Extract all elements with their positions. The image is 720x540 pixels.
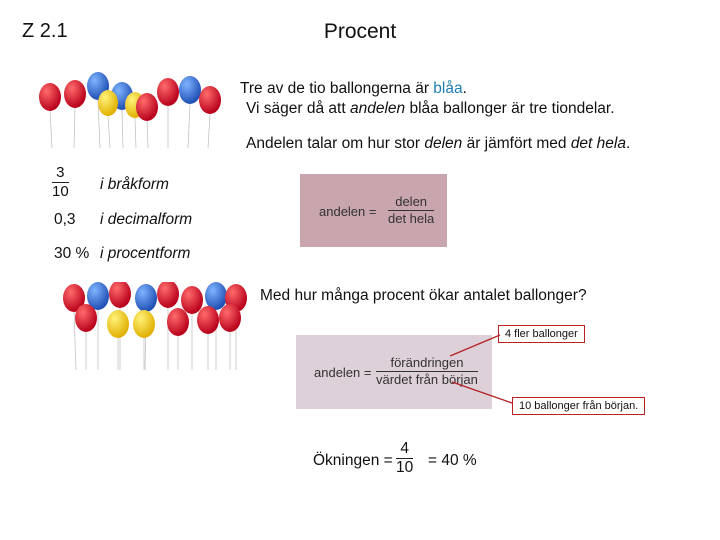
decimal-value: 0,3: [54, 211, 76, 228]
formula2-fraction: förändringen värdet från början: [376, 355, 478, 387]
slide-code: Z 2.1: [22, 20, 68, 42]
intro-line-2: Vi säger då att andelen blåa ballonger är tre tiondelar.: [246, 100, 615, 117]
slide-title: Procent: [323, 20, 397, 43]
blue-word: blåa: [433, 80, 463, 97]
callout-4-fler: 4 fler ballonger: [498, 325, 585, 343]
decimal-form-label: i decimalform: [100, 211, 193, 228]
intro-line-1: Tre av de tio ballongerna är blåa.: [240, 80, 467, 97]
increase-fraction: $\frac{4}{10}$: [396, 440, 414, 476]
question-text: Med hur många procent ökar antalet ballonger?: [260, 287, 587, 304]
fraction-3-10: $\frac{3}{10}$: [52, 164, 69, 200]
frac-form-label: i bråkform: [100, 176, 169, 193]
formula2-lhs: andelen =: [314, 365, 372, 380]
percent-value: 30 %: [54, 245, 90, 262]
callout-10-fran-borjan: 10 ballonger från början.: [512, 397, 645, 415]
percent-form-label: i procentform: [100, 245, 191, 262]
formula-lhs: andelen =: [319, 204, 377, 219]
increase-label: Ökningen =: [313, 452, 393, 469]
increase-result: = 40 %: [428, 452, 477, 469]
intro-line-3: Andelen talar om hur stor delen är jämfört med det hela.: [246, 135, 631, 152]
formula-fraction: delen det hela: [388, 194, 435, 226]
